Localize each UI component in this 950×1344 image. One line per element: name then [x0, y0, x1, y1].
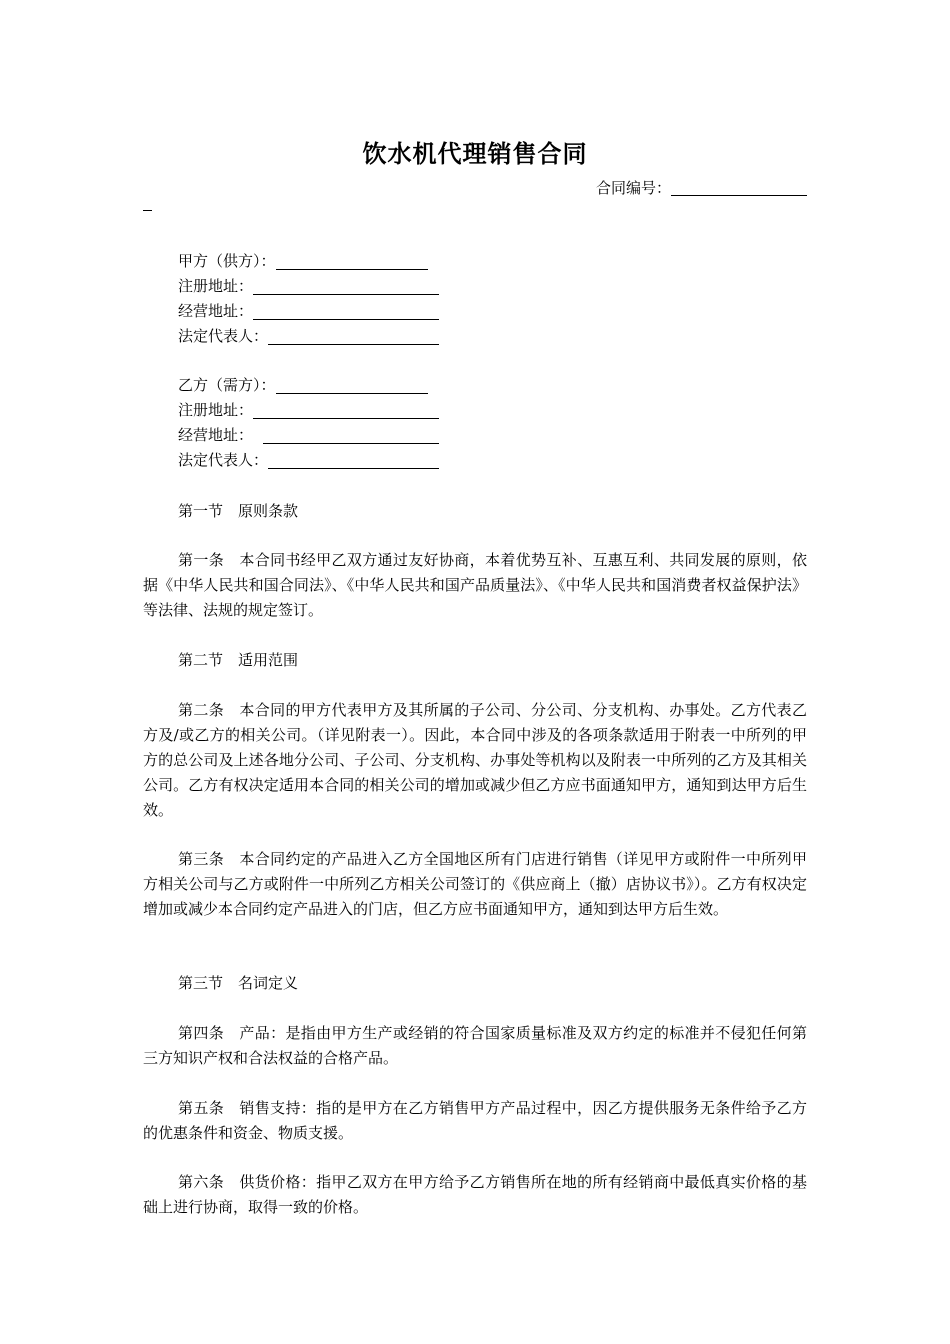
article-5: 第五条 销售支持：指的是甲方在乙方销售甲方产品过程中，因乙方提供服务无条件给予乙方的优惠条件和资金、物质支援。 [143, 1099, 807, 1142]
party-a-reg-addr-label: 注册地址： [178, 277, 254, 295]
party-a-rep-label: 法定代表人： [178, 327, 269, 345]
party-a-rep-blank [268, 327, 439, 345]
party-a-biz-addr-blank [253, 302, 439, 320]
document-title: 饮水机代理销售合同 [362, 140, 588, 168]
party-b-reg-addr-label: 注册地址： [178, 401, 254, 419]
article-1: 第一条 本合同书经甲乙双方通过友好协商，本着优势互补、互惠互利、共同发展的原则，依据《中华人民共和国合同法》、《中华人民共和国产品质量法》、《中华人民共和国消费者权益保护法》等法律、法规的规定签订。 [143, 551, 807, 619]
party-b-name-blank [276, 376, 428, 394]
article-3: 第三条 本合同约定的产品进入乙方全国地区所有门店进行销售（详见甲方或附件一中所列甲方相关公司与乙方或附件一中所列乙方相关公司签订的《供应商上（撤）店协议书》）。乙方有权决定增加或减少本合同约定产品进入的门店，但乙方应书面通知甲方，通知到达甲方后生效。 [143, 850, 807, 918]
party-b-biz-addr-label: 经营地址： [178, 426, 254, 444]
section-2-heading: 第二节 适用范围 [178, 651, 299, 669]
stray-underscore [143, 210, 152, 211]
party-b-name-label: 乙方（需方）： [178, 376, 276, 394]
contract-number-label: 合同编号： [595, 179, 671, 197]
party-b-rep-label: 法定代表人： [178, 451, 269, 469]
contract-number-field [596, 177, 807, 199]
contract-number-blank [671, 179, 807, 196]
article-4: 第四条 产品：是指由甲方生产或经销的符合国家质量标准及双方约定的标准并不侵犯任何第三方知识产权和合法权益的合格产品。 [143, 1024, 807, 1067]
party-b-block [178, 373, 439, 473]
party-b-rep-blank [268, 451, 439, 469]
article-2: 第二条 本合同的甲方代表甲方及其所属的子公司、分公司、分支机构、办事处。乙方代表乙方及/或乙方的相关公司。（详见附表一）。因此，本合同中涉及的各项条款适用于附表一中所列的甲方的总公司及上述各地分公司、子公司、分支机构、办事处等机构以及附表一中所列的乙方及其相关公司。乙方有权决定适用本合同的相关公司的增加或减少但乙方应书面通知甲方，通知到达甲方后生效。 [143, 701, 807, 819]
party-a-name-label: 甲方（供方）： [178, 252, 276, 270]
party-a-name-blank [276, 252, 428, 270]
party-a-block [178, 249, 439, 349]
section-1-heading: 第一节 原则条款 [178, 502, 299, 520]
party-b-biz-addr-blank [263, 426, 439, 444]
section-3-heading: 第三节 名词定义 [178, 974, 299, 992]
party-a-reg-addr-blank [253, 277, 439, 295]
party-a-biz-addr-label: 经营地址： [178, 302, 254, 320]
party-b-reg-addr-blank [253, 401, 439, 419]
article-6: 第六条 供货价格：指甲乙双方在甲方给予乙方销售所在地的所有经销商中最低真实价格的基础上进行协商，取得一致的价格。 [143, 1173, 807, 1216]
